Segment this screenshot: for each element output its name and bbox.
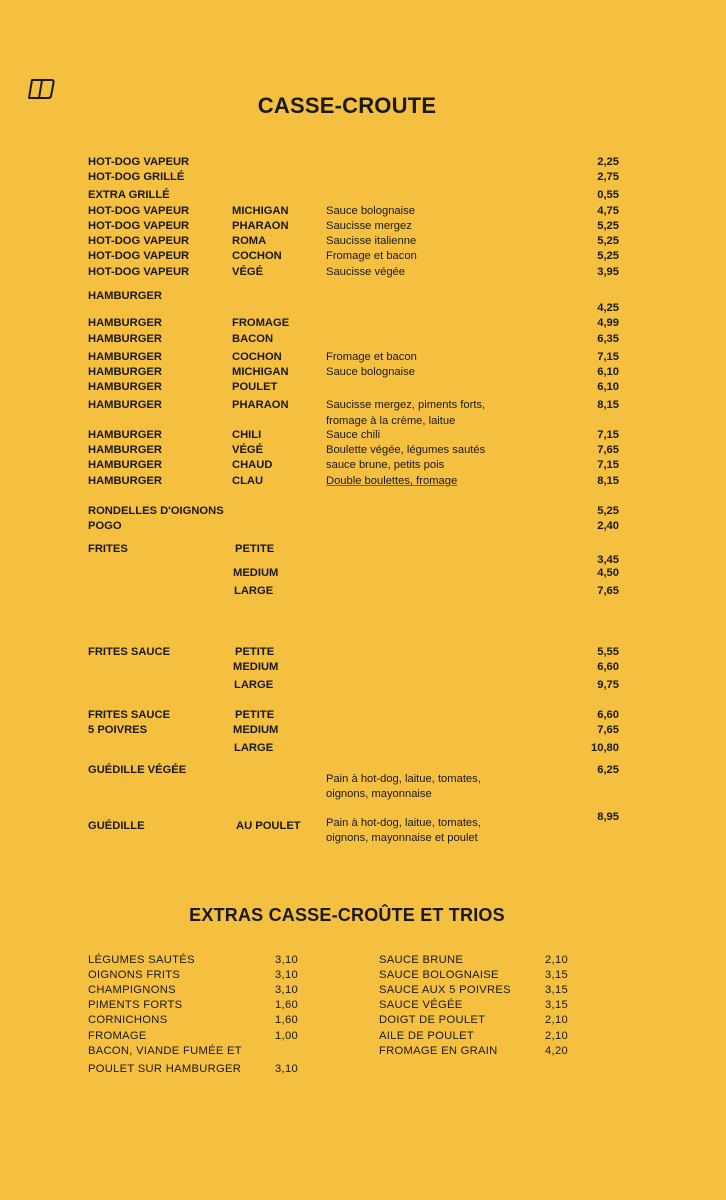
item-variant: LARGE: [234, 742, 274, 754]
item-price: 3,95: [597, 266, 619, 278]
item-description: Saucisse italienne: [326, 235, 417, 247]
item-name: HAMBURGER: [88, 444, 162, 456]
menu-row: [0, 317, 726, 333]
item-variant: PHARAON: [232, 220, 289, 232]
extra-item-name: AILE DE POULET: [379, 1030, 474, 1042]
item-price: 5,25: [597, 250, 619, 262]
extra-item-price: 3,10: [275, 954, 298, 966]
menu-row: [0, 302, 726, 318]
item-description: Pain à hot-dog, laitue, tomates,: [326, 773, 481, 785]
item-name: FRITES SAUCE: [88, 709, 171, 721]
item-price: 5,25: [597, 235, 619, 247]
item-variant: POULET: [232, 381, 278, 393]
item-price: 7,15: [597, 429, 619, 441]
menu-row: [0, 351, 726, 367]
item-variant: VÉGÉ: [232, 266, 264, 278]
menu-row: [0, 189, 726, 205]
item-name: FRITES: [88, 543, 128, 555]
menu-row: [0, 661, 726, 677]
item-price: 8,95: [597, 811, 619, 823]
item-name: HAMBURGER: [88, 366, 162, 378]
item-variant: COCHON: [232, 250, 282, 262]
extra-item-price: 3,10: [275, 1063, 298, 1075]
item-price: 6,60: [597, 709, 619, 721]
item-price: 5,25: [597, 220, 619, 232]
item-price: 7,15: [597, 459, 619, 471]
item-price: 6,10: [597, 366, 619, 378]
item-price: 4,25: [597, 302, 619, 314]
extra-item-name: SAUCE VÉGÉE: [379, 999, 463, 1011]
item-name: POGO: [88, 520, 122, 532]
menu-row: [0, 505, 726, 521]
item-price: 4,50: [597, 567, 619, 579]
item-name: HAMBURGER: [88, 459, 162, 471]
item-price: 3,45: [597, 554, 619, 566]
item-variant: MEDIUM: [233, 567, 279, 579]
item-description: Sauce bolognaise: [326, 366, 415, 378]
item-price: 10,80: [591, 742, 619, 754]
item-price: 5,25: [597, 505, 619, 517]
item-description: fromage à la crème, laitue: [326, 415, 456, 427]
item-price: 6,25: [597, 764, 619, 776]
menu-row: [0, 459, 726, 475]
item-price: 7,65: [597, 444, 619, 456]
item-name: HAMBURGER: [88, 475, 162, 487]
extra-item-name: OIGNONS FRITS: [88, 969, 181, 981]
item-description: Sauce chili: [326, 429, 381, 441]
menu-row: [0, 444, 726, 460]
extra-item-price: 4,20: [545, 1045, 568, 1057]
menu-row: [0, 171, 726, 187]
extra-item-price: 1,00: [275, 1030, 298, 1042]
extra-item-price: 2,10: [545, 1014, 568, 1026]
menu-row: [0, 773, 726, 789]
menu-row: [0, 205, 726, 221]
menu-row: [0, 567, 726, 583]
item-name: FRITES SAUCE: [88, 646, 171, 658]
extra-item-price: 3,10: [275, 984, 298, 996]
item-variant: CHAUD: [232, 459, 273, 471]
item-price: 7,65: [597, 724, 619, 736]
menu-row: [0, 429, 726, 445]
item-description: Double boulettes, fromage: [326, 475, 458, 487]
page-title: CASSE-CROUTE: [257, 93, 437, 118]
item-price: 4,75: [597, 205, 619, 217]
item-name: HAMBURGER: [88, 333, 162, 345]
item-variant: ROMA: [232, 235, 267, 247]
item-variant: PETITE: [235, 543, 275, 555]
item-price: 2,75: [597, 171, 619, 183]
menu-row: [0, 250, 726, 266]
menu-row: [0, 832, 726, 848]
extra-item-name: SAUCE BRUNE: [379, 954, 464, 966]
item-name: EXTRA GRILLÉ: [88, 189, 170, 201]
menu-row: [0, 475, 726, 491]
item-description: Fromage et bacon: [326, 250, 417, 262]
menu-row: [0, 724, 726, 740]
item-description: Saucisse mergez: [326, 220, 412, 232]
item-price: 6,10: [597, 381, 619, 393]
item-name: HOT-DOG VAPEUR: [88, 235, 190, 247]
extra-item-price: 3,15: [545, 999, 568, 1011]
extra-item-price: 1,60: [275, 999, 298, 1011]
menu-row: [0, 156, 726, 172]
item-description: Boulette végée, légumes sautés: [326, 444, 486, 456]
extra-item-price: 2,10: [545, 1030, 568, 1042]
menu-row: [0, 709, 726, 725]
menu-row: [0, 788, 726, 804]
menu-row: [0, 333, 726, 349]
item-name: 5 POIVRES: [88, 724, 148, 736]
item-price: 5,55: [597, 646, 619, 658]
menu-row: [0, 266, 726, 282]
item-description: oignons, mayonnaise: [326, 788, 432, 800]
item-price: 9,75: [597, 679, 619, 691]
item-price: 8,15: [597, 475, 619, 487]
item-variant: PHARAON: [232, 399, 289, 411]
item-name: HAMBURGER: [88, 351, 162, 363]
item-description: Saucisse mergez, piments forts,: [326, 399, 486, 411]
menu-row: [0, 366, 726, 382]
item-variant: VÉGÉ: [232, 444, 264, 456]
extra-item-price: 1,60: [275, 1014, 298, 1026]
extra-item-name: SAUCE BOLOGNAISE: [379, 969, 499, 981]
item-variant: PETITE: [235, 709, 275, 721]
item-name: HAMBURGER: [88, 317, 162, 329]
item-name: HAMBURGER: [88, 429, 162, 441]
item-price: 2,40: [597, 520, 619, 532]
item-variant: CLAU: [232, 475, 264, 487]
item-variant: MEDIUM: [233, 661, 279, 673]
extra-item-name: DOIGT DE POULET: [379, 1014, 486, 1026]
item-variant: MICHIGAN: [232, 205, 289, 217]
item-description: Sauce bolognaise: [326, 205, 415, 217]
extra-item-name: SAUCE AUX 5 POIVRES: [379, 984, 511, 996]
item-variant: COCHON: [232, 351, 282, 363]
menu-row: [0, 679, 726, 695]
menu-row: [0, 742, 726, 758]
item-name: HOT-DOG VAPEUR: [88, 266, 190, 278]
item-name: HOT-DOG VAPEUR: [88, 156, 190, 168]
item-price: 8,15: [597, 399, 619, 411]
menu-row: [0, 381, 726, 397]
extra-item-name: POULET SUR HAMBURGER: [88, 1063, 242, 1075]
menu-row: [0, 235, 726, 251]
item-price: 6,35: [597, 333, 619, 345]
item-variant: MEDIUM: [233, 724, 279, 736]
menu-row: [0, 220, 726, 236]
item-price: 6,60: [597, 661, 619, 673]
extra-item-name: FROMAGE: [88, 1030, 147, 1042]
item-price: 7,15: [597, 351, 619, 363]
item-variant: MICHIGAN: [232, 366, 289, 378]
item-variant: AU POULET: [236, 820, 301, 832]
item-description: oignons, mayonnaise et poulet: [326, 832, 478, 844]
menu-row: [0, 646, 726, 662]
extras-title: EXTRAS CASSE-CROÛTE ET TRIOS: [189, 905, 505, 925]
item-price: 0,55: [597, 189, 619, 201]
item-price: 4,99: [597, 317, 619, 329]
item-price: 2,25: [597, 156, 619, 168]
extra-item-name: CORNICHONS: [88, 1014, 168, 1026]
item-description: Saucisse végée: [326, 266, 405, 278]
item-name: HOT-DOG VAPEUR: [88, 220, 190, 232]
item-name: HAMBURGER: [88, 290, 162, 302]
item-description: Fromage et bacon: [326, 351, 417, 363]
item-name: GUÉDILLE VÉGÉE: [88, 764, 187, 776]
item-variant: LARGE: [234, 585, 274, 597]
extra-item-name: PIMENTS FORTS: [88, 999, 183, 1011]
item-name: HOT-DOG VAPEUR: [88, 250, 190, 262]
extra-item-name: BACON, VIANDE FUMÉE ET: [88, 1045, 242, 1057]
extra-item-name: CHAMPIGNONS: [88, 984, 176, 996]
item-name: HAMBURGER: [88, 399, 162, 411]
item-name: HOT-DOG GRILLÉ: [88, 171, 185, 183]
extra-item-price: 2,10: [545, 954, 568, 966]
item-name: HAMBURGER: [88, 381, 162, 393]
item-price: 7,65: [597, 585, 619, 597]
item-description: sauce brune, petits pois: [326, 459, 445, 471]
item-variant: PETITE: [235, 646, 275, 658]
extra-item-price: 3,15: [545, 984, 568, 996]
item-variant: LARGE: [234, 679, 274, 691]
item-description: Pain à hot-dog, laitue, tomates,: [326, 817, 481, 829]
item-variant: BACON: [232, 333, 274, 345]
menu-row: [0, 399, 726, 415]
extra-item-name: LÉGUMES SAUTÉS: [88, 954, 195, 966]
item-variant: FROMAGE: [232, 317, 290, 329]
item-variant: CHILI: [232, 429, 262, 441]
extra-item-name: FROMAGE EN GRAIN: [379, 1045, 498, 1057]
menu-row: [0, 520, 726, 536]
item-name: HOT-DOG VAPEUR: [88, 205, 190, 217]
item-name: GUÉDILLE: [88, 820, 145, 832]
item-name: RONDELLES D'OIGNONS: [88, 505, 224, 517]
extra-item-price: 3,10: [275, 969, 298, 981]
menu-row: [0, 585, 726, 601]
extra-item-price: 3,15: [545, 969, 568, 981]
